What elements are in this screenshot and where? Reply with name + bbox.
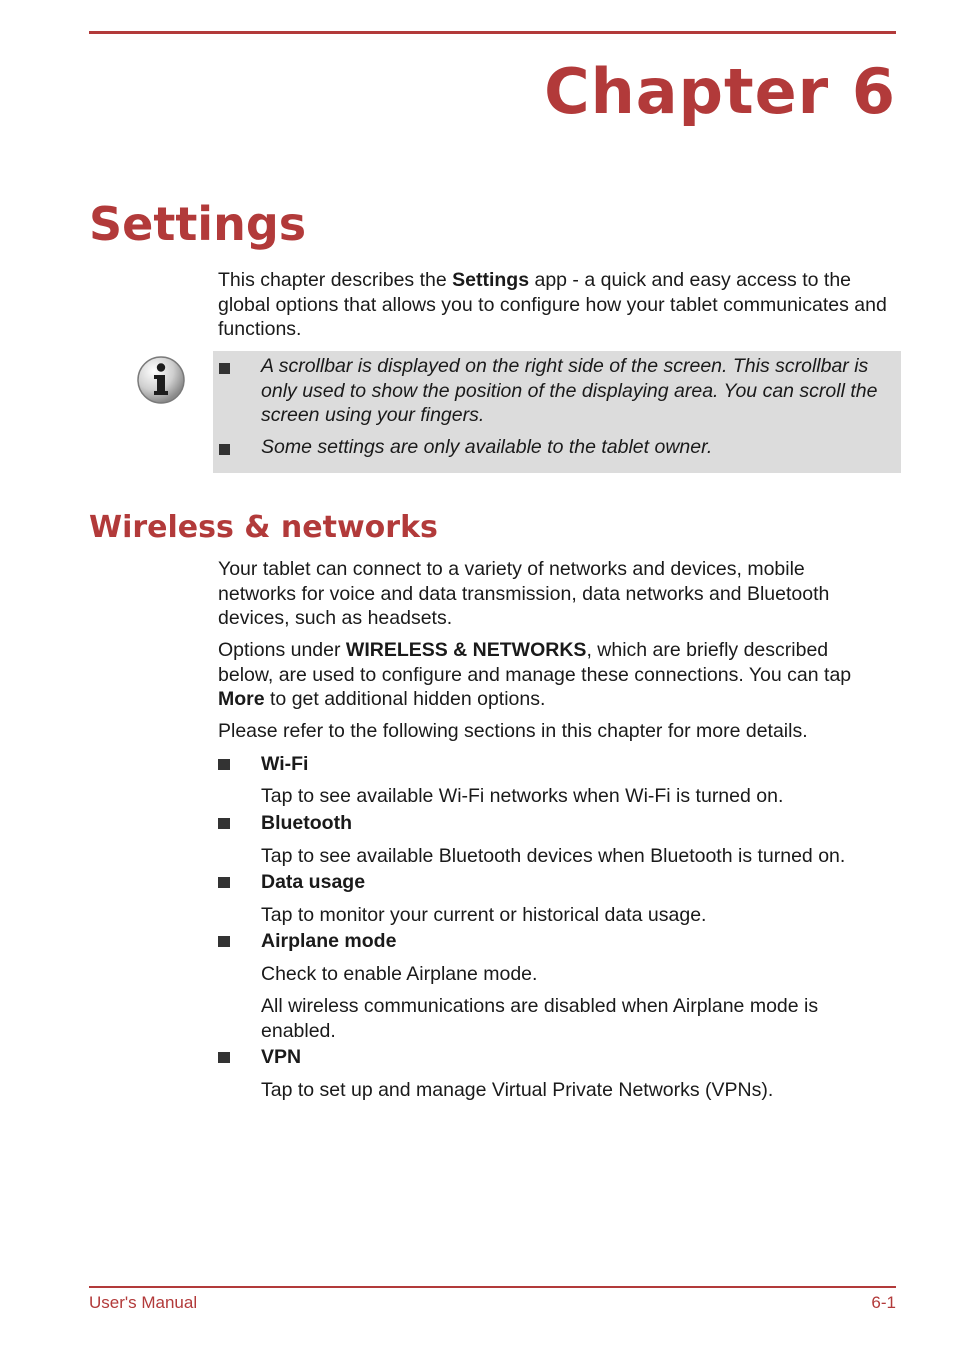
- footer-title: User's Manual: [89, 1293, 198, 1312]
- footer-rule: [89, 1286, 896, 1288]
- bullet-square: [219, 363, 230, 374]
- bullet-square: [218, 759, 230, 770]
- bullet-square: [218, 1052, 230, 1063]
- item-description: Tap to set up and manage Virtual Private Networks (VPNs).: [261, 1079, 774, 1101]
- top-rule: [89, 31, 896, 34]
- page-number: 6-1: [871, 1293, 896, 1312]
- settings-app-name: Settings: [452, 269, 530, 291]
- info-icon: [136, 355, 186, 405]
- item-label: Airplane mode: [261, 930, 397, 952]
- note-text: Some settings are only available to the tablet owner.: [261, 436, 713, 458]
- wireless-paragraph-3: Please refer to the following sections in this chapter for more details.: [218, 720, 808, 742]
- bullet-square: [218, 818, 230, 829]
- note-text: A scrollbar is displayed on the right side of the screen. This scrollbar is only used to show the position of the displaying area. You can scroll the screen using your fingers.: [261, 355, 878, 426]
- bullet-square: [218, 936, 230, 947]
- section-title: Settings: [89, 197, 307, 251]
- chapter-title: Chapter 6: [544, 55, 896, 128]
- item-label: VPN: [261, 1046, 302, 1068]
- wireless-paragraph-2: Options under WIRELESS & NETWORKS, which are briefly described below, are used to configure and manage these connections. You can tap More to get additional hidden options.: [218, 639, 852, 710]
- wireless-paragraph-1: Your tablet can connect to a variety of networks and devices, mobile networks for voice and data transmission, data networks and Bluetooth devices, such as headsets.: [218, 558, 830, 629]
- item-label: Bluetooth: [261, 812, 352, 834]
- note-box: [213, 351, 901, 473]
- bullet-square: [219, 444, 230, 455]
- subsection-title: Wireless & networks: [89, 510, 438, 545]
- item-description-extra: All wireless communications are disabled when Airplane mode is enabled.: [261, 995, 819, 1042]
- intro-paragraph: This chapter describes the Settings app - a quick and easy access to the global options that allows you to configure how your tablet communicates and functions.: [218, 269, 887, 340]
- item-description: Check to enable Airplane mode.: [261, 963, 538, 985]
- item-description: Tap to monitor your current or historical data usage.: [261, 904, 707, 926]
- item-label: Data usage: [261, 871, 366, 893]
- item-label: Wi-Fi: [261, 753, 309, 775]
- item-description: Tap to see available Wi-Fi networks when Wi-Fi is turned on.: [261, 785, 784, 807]
- item-description: Tap to see available Bluetooth devices when Bluetooth is turned on.: [261, 845, 846, 867]
- bullet-square: [218, 877, 230, 888]
